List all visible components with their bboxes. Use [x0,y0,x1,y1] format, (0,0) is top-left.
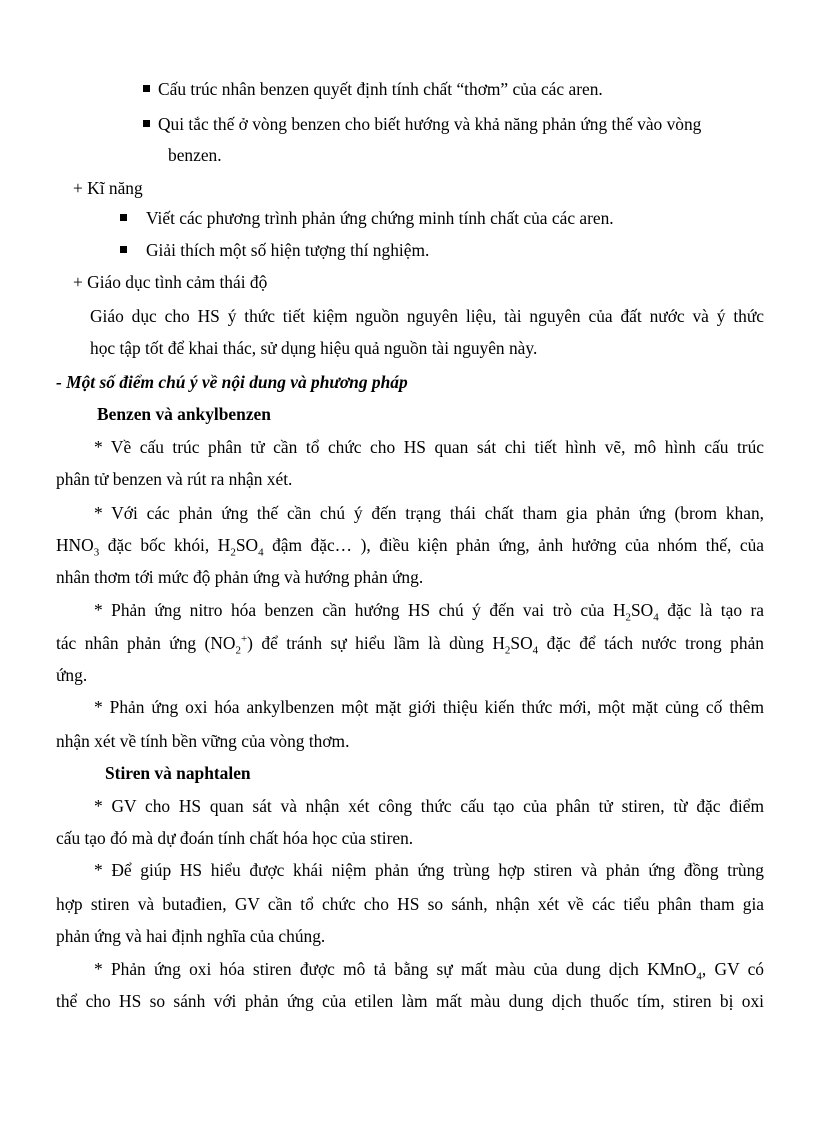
s1-para2-line3: nhân thơm tới mức độ phản ứng và hướng phản ứng. [56,567,424,587]
s2-para1-line2: cấu tạo đó mà dự đoán tính chất hóa học của stiren. [56,828,414,848]
s2-para1-line1: * GV cho HS quan sát và nhận xét công thức cấu tạo của phân tử stiren, từ đặc điểm [94,796,764,816]
bullet-marker [143,85,150,92]
s2-para2-line1: * Để giúp HS hiểu được khái niệm phản ứng trùng hợp stiren và phản ứng đồng trùng [94,860,764,880]
bullet-marker [120,214,127,221]
skills-heading: + Kĩ năng [73,178,143,198]
attitude-heading: + Giáo dục tình cảm thái độ [73,272,268,292]
attitude-line-1: Giáo dục cho HS ý thức tiết kiệm nguồn nguyên liệu, tài nguyên của đất nước và ý thức [90,306,764,326]
s1-para3-line1: * Phản ứng nitro hóa benzen cần hướng HS chú ý đến vai trò của $H_2SO_4$ đặc là tạo ra [94,600,764,624]
s1-para4-line1: * Phản ứng oxi hóa ankylbenzen một mặt giới thiệu kiến thức mới, một mặt củng cố thêm [94,697,764,717]
bullet-marker [143,120,150,127]
s2-para2-line2: hợp stiren và butađien, GV cần tổ chức cho HS so sánh, nhận xét về các tiểu phân tham gia [56,894,764,914]
knowledge-bullet-1: Cấu trúc nhân benzen quyết định tính chất “thơm” của các aren. [158,79,603,99]
s1-para4-line2: nhận xét về tính bền vững của vòng thơm. [56,731,350,751]
skills-bullet-2: Giải thích một số hiện tượng thí nghiệm. [146,240,430,260]
skills-bullet-1: Viết các phương trình phản ứng chứng minh tính chất của các aren. [146,208,614,228]
s1-para1-line1: * Về cấu trúc phân tử cần tổ chức cho HS quan sát chi tiết hình vẽ, mô hình cấu trúc [94,437,764,457]
section2-title: Stiren và naphtalen [105,763,251,783]
s2-para3-line1: * Phản ứng oxi hóa stiren được mô tả bằng sự mất màu của dung dịch KMnO$_4$, GV có [94,959,764,983]
s2-para2-line3: phản ứng và hai định nghĩa của chúng. [56,926,326,946]
s1-para3-line2: tác nhân phản ứng $(NO_2^+)$ để tránh sự hiểu lầm là dùng $H_2SO_4$ đặc để tách nước trong phản [56,633,764,657]
bullet-marker [120,246,127,253]
attitude-line-2: học tập tốt để khai thác, sử dụng hiệu quả nguồn tài nguyên này. [90,338,538,358]
s2-para3-line2: thể cho HS so sánh với phản ứng của etilen làm mất màu dung dịch thuốc tím, stiren bị oxi [56,991,764,1011]
knowledge-bullet-2: Qui tắc thế ở vòng benzen cho biết hướng và khả năng phản ứng thế vào vòng [158,114,702,134]
s1-para3-line3: ứng. [56,665,88,685]
s1-para2-line2: $HNO_3$ đặc bốc khói, $H_2SO_4$ đậm đặc… ), điều kiện phản ứng, ảnh hưởng của nhóm thế, của [56,535,765,559]
s1-para1-line2: phân tử benzen và rút ra nhận xét. [56,469,293,489]
knowledge-bullet-2-cont: benzen. [168,145,222,165]
section1-title: Benzen và ankylbenzen [97,404,271,424]
notes-heading: - Một số điểm chú ý về nội dung và phương pháp [56,372,408,392]
s1-para2-line1: * Với các phản ứng thế cần chú ý đến trạng thái chất tham gia phản ứng (brom khan, [94,503,764,523]
